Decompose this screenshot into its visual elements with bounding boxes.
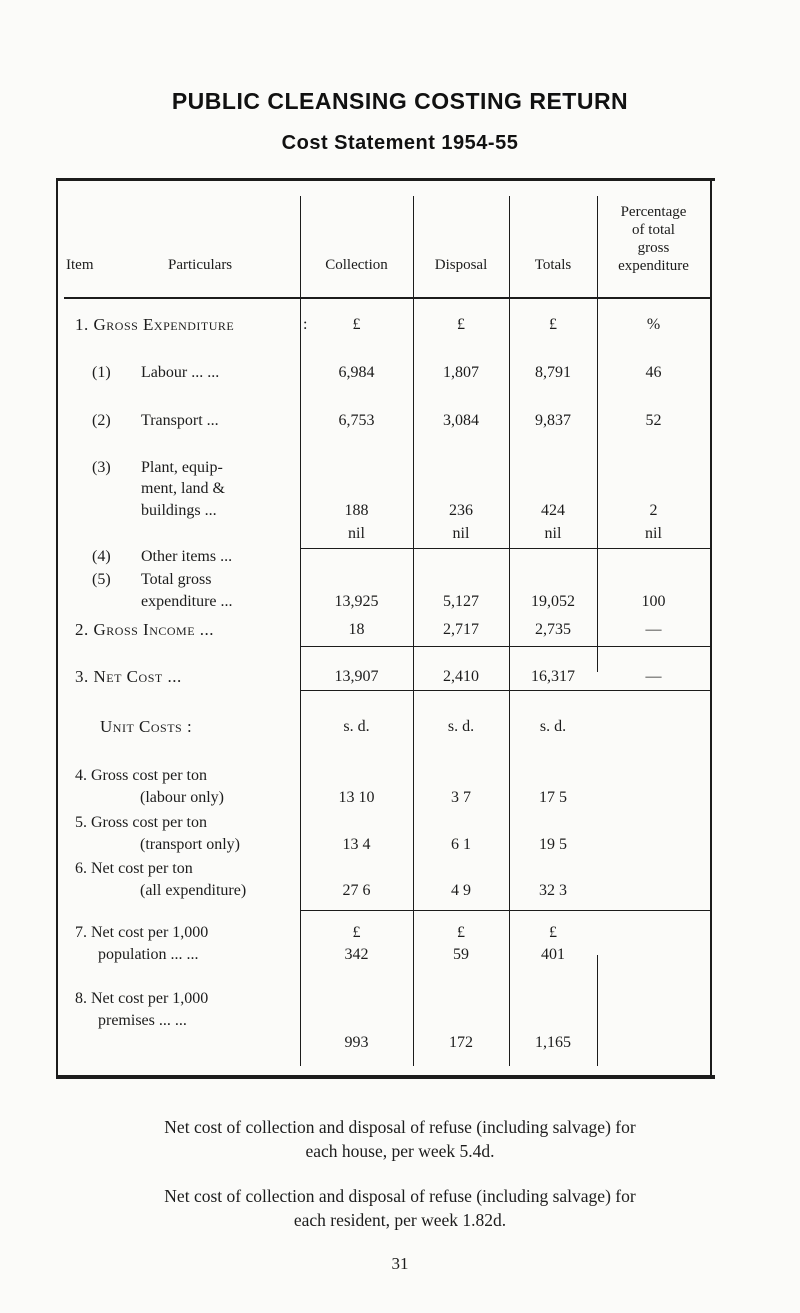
totals-cell: nil: [544, 525, 562, 542]
row-label-l2: (transport only): [140, 836, 240, 853]
page-title: PUBLIC CLEANSING COSTING RETURN: [171, 88, 629, 114]
percentage-cell: 2: [649, 502, 658, 519]
row-label: 2. Gross Income ...: [75, 620, 215, 639]
header-particulars: Particulars: [168, 257, 233, 273]
totals-cell: 401: [541, 946, 565, 963]
row-label-l1: Plant, equip-: [141, 459, 223, 476]
table-bottom-border: [56, 1075, 715, 1079]
header-percentage-l4: expenditure: [618, 258, 689, 274]
header-totals: Totals: [534, 257, 572, 273]
note-per-resident-l1: Net cost of collection and disposal of refuse (including salvage) for: [164, 1186, 636, 1206]
row-label: Transport ...: [141, 412, 219, 429]
row-label-l1: 4. Gross cost per ton: [75, 767, 207, 784]
totals-cell: 17 5: [539, 789, 567, 806]
header-percentage-l1: Percentage: [620, 204, 687, 220]
rule-above-unit-costs: [300, 690, 710, 691]
collection-currency: £: [352, 924, 361, 941]
table-right-border: [710, 180, 712, 1076]
disposal-cell: 6 1: [451, 836, 471, 853]
collection-cell: £: [352, 316, 361, 333]
header-percentage-l3: gross: [637, 240, 670, 256]
row-label: Other items ...: [141, 548, 233, 565]
row-number: (4): [92, 548, 111, 565]
totals-cell: s. d.: [539, 718, 567, 735]
percentage-cell: —: [645, 668, 662, 685]
totals-cell: £: [549, 316, 557, 333]
row-number: (5): [92, 571, 111, 588]
collection-cell: nil: [348, 525, 365, 542]
rule-above-total-gross: [300, 548, 710, 549]
row-label-l1: 5. Gross cost per ton: [75, 814, 207, 831]
collection-cell: 13,907: [334, 668, 379, 685]
disposal-cell: 1,807: [443, 364, 479, 381]
row-label: Labour ... ...: [141, 364, 220, 381]
totals-cell: 1,165: [535, 1034, 571, 1051]
row-label-l1: 6. Net cost per ton: [75, 860, 193, 877]
row-label-l2: (labour only): [140, 789, 224, 806]
row-label-l1: 8. Net cost per 1,000: [75, 990, 209, 1007]
collection-cell: 18: [348, 621, 365, 638]
disposal-cell: 236: [449, 502, 473, 519]
collection-cell: 993: [344, 1034, 369, 1051]
row-label-l1: Total gross: [141, 571, 212, 588]
row-label: 1. Gross Expenditure: [75, 315, 235, 334]
totals-cell: 19,052: [531, 593, 575, 610]
collection-cell: 342: [344, 946, 369, 963]
disposal-currency: £: [457, 924, 465, 941]
disposal-cell: s. d.: [447, 718, 475, 735]
totals-cell: 19 5: [539, 836, 567, 853]
collection-cell: 13 4: [342, 836, 371, 853]
disposal-cell: 4 9: [451, 882, 471, 899]
row-number: (3): [92, 459, 111, 476]
disposal-cell: 3 7: [451, 789, 471, 806]
disposal-cell: 172: [449, 1034, 473, 1051]
disposal-cell: 59: [453, 946, 469, 963]
note-per-resident-l2: each resident, per week 1.82d.: [293, 1210, 507, 1230]
header-percentage-l2: of total: [632, 222, 675, 238]
row-label-l3: buildings ...: [141, 502, 217, 519]
percentage-cell: 100: [641, 593, 666, 610]
percentage-cell: %: [646, 316, 661, 333]
row-number: (2): [92, 412, 111, 429]
page-subtitle: Cost Statement 1954-55: [281, 132, 519, 154]
collection-cell: 6,753: [338, 412, 375, 429]
totals-cell: 32 3: [539, 882, 567, 899]
disposal-cell: 5,127: [443, 593, 479, 610]
row-label: 3. Net Cost ...: [75, 667, 182, 686]
disposal-cell: nil: [452, 525, 470, 542]
collection-cell: 188: [344, 502, 369, 519]
percentage-cell: nil: [645, 525, 662, 542]
row-label-l2: (all expenditure): [140, 882, 247, 899]
disposal-cell: 2,410: [443, 668, 479, 685]
note-per-house-l2: each house, per week 5.4d.: [305, 1141, 495, 1161]
note-per-house-l1: Net cost of collection and disposal of refuse (including salvage) for: [164, 1117, 636, 1137]
row-label-l1: 7. Net cost per 1,000: [75, 924, 209, 941]
totals-cell: 9,837: [535, 412, 571, 429]
percentage-cell: —: [645, 621, 662, 638]
page-number: 31: [391, 1254, 409, 1273]
header-rule: [64, 297, 710, 299]
row-number: (1): [92, 364, 111, 381]
table-top-border: [56, 178, 715, 181]
section-label: Unit Costs :: [100, 717, 193, 736]
collection-cell: s. d.: [343, 718, 370, 735]
percentage-cell: 46: [645, 364, 662, 381]
disposal-cell: 3,084: [443, 412, 479, 429]
totals-cell: 424: [541, 502, 565, 519]
collection-cell: 13,925: [334, 593, 379, 610]
rule-above-per-thousand: [300, 910, 710, 911]
row-label-l2: population ... ...: [98, 946, 199, 963]
collection-cell: 6,984: [338, 364, 375, 381]
header-collection: Collection: [325, 257, 388, 273]
totals-cell: 8,791: [535, 364, 571, 381]
totals-cell: 2,735: [535, 621, 571, 638]
percentage-cell: 52: [645, 412, 662, 429]
header-disposal: Disposal: [434, 257, 488, 273]
row-colon: :: [303, 316, 308, 333]
row-label-l2: expenditure ...: [141, 593, 233, 610]
table-left-border: [56, 180, 58, 1076]
collection-cell: 27 6: [342, 882, 371, 899]
disposal-cell: £: [457, 316, 465, 333]
collection-cell: 13 10: [338, 789, 375, 806]
totals-cell: 16,317: [531, 668, 575, 685]
column-rule-percentage-lower: [597, 955, 598, 1066]
totals-currency: £: [549, 924, 557, 941]
rule-above-net-cost: [300, 646, 710, 647]
header-item: Item: [66, 257, 94, 273]
disposal-cell: 2,717: [443, 621, 479, 638]
row-label-l2: premises ... ...: [98, 1012, 187, 1029]
row-label-l2: ment, land &: [141, 480, 225, 497]
